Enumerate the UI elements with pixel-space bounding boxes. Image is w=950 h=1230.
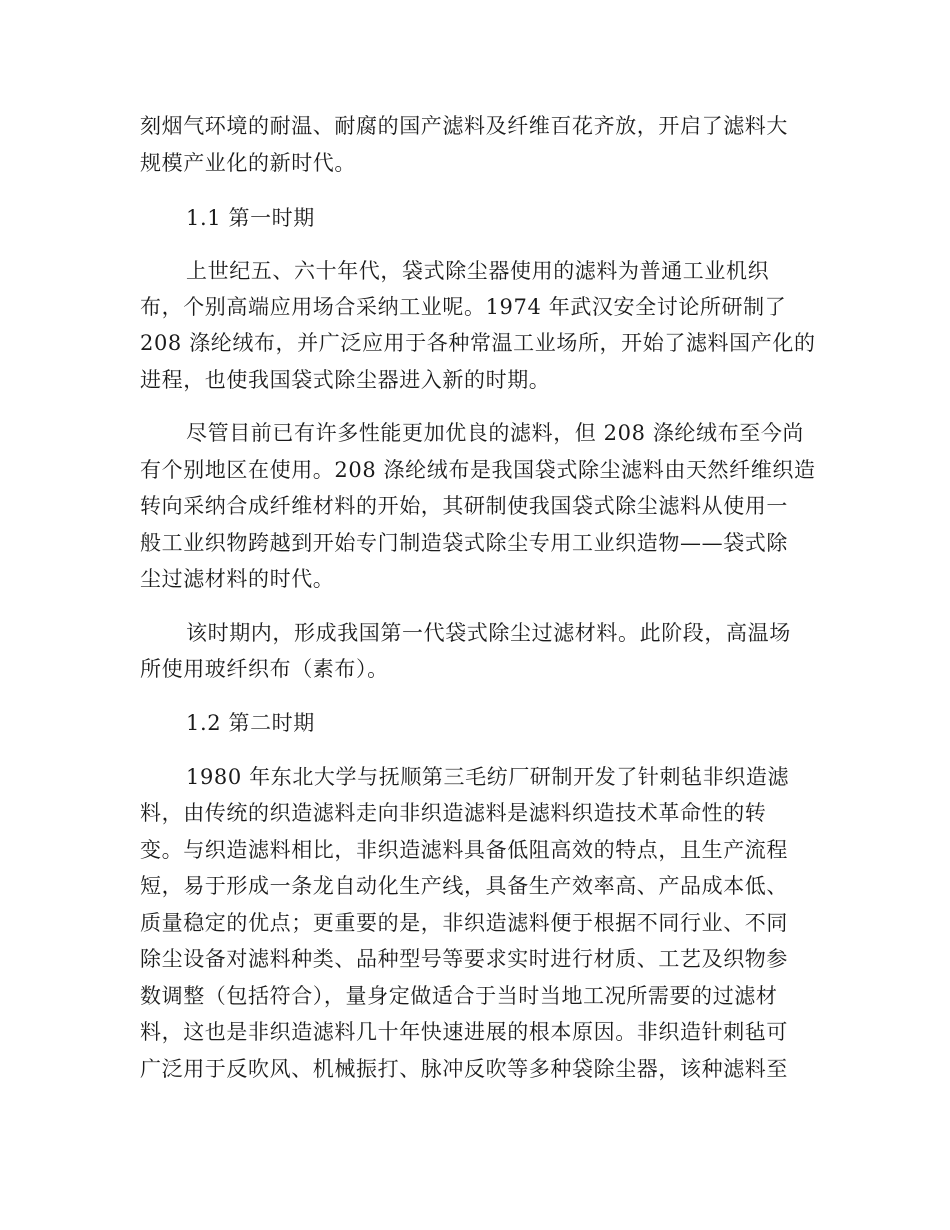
text-line: 该时期内，形成我国第一代袋式除尘过滤材料。此阶段，高温场: [186, 621, 791, 645]
text-line: 除尘设备对滤料种类、品种型号等要求实时进行材质、工艺及织物参: [140, 947, 788, 971]
text-line: 数调整（包括符合），量身定做适合于当时当地工况所需要的过滤材: [140, 984, 778, 1008]
text-line: 208 涤纶绒布，并广泛应用于各种常温工业场所，开始了滤料国产化的: [140, 331, 816, 355]
text-line: 尽管目前已有许多性能更加优良的滤料，但 208 涤纶绒布至今尚: [186, 421, 805, 445]
text-line: 料，这也是非织造滤料几十年快速进展的根本原因。非织造针刺毡可: [140, 1020, 788, 1044]
section-heading: 1.2 第二时期: [186, 711, 315, 735]
text-line: 料，由传统的织造滤料走向非织造滤料是滤料织造技术革命性的转: [140, 801, 767, 825]
text-line: 广泛用于反吹风、机械振打、脉冲反吹等多种袋除尘器，该种滤料至: [140, 1057, 788, 1081]
text-line: 有个别地区在使用。208 涤纶绒布是我国袋式除尘滤料由天然纤维织造: [140, 458, 816, 482]
text-line: 般工业织物跨越到开始专门制造袋式除尘专用工业织造物——袋式除: [140, 531, 788, 555]
text-line: 上世纪五、六十年代，袋式除尘器使用的滤料为普通工业机织: [186, 259, 770, 283]
text-line: 变。与织造滤料相比，非织造滤料具备低阻高效的特点，且生产流程: [140, 838, 788, 862]
text-line: 规模产业化的新时代。: [140, 151, 356, 175]
text-line: 尘过滤材料的时代。: [140, 567, 335, 591]
text-line: 刻烟气环境的耐温、耐腐的国产滤料及纤维百花齐放，开启了滤料大: [140, 114, 788, 138]
text-line: 1980 年东北大学与抚顺第三毛纺厂研制开发了针刺毡非织造滤: [186, 765, 790, 789]
section-heading: 1.1 第一时期: [186, 206, 315, 230]
text-line: 进程，也使我国袋式除尘器进入新的时期。: [140, 368, 551, 392]
text-line: 所使用玻纤织布（素布）。: [140, 657, 389, 681]
text-line: 短，易于形成一条龙自动化生产线，具备生产效率高、产品成本低、: [140, 874, 788, 898]
text-line: 转向采纳合成纤维材料的开始，其研制使我国袋式除尘滤料从使用一: [140, 494, 788, 518]
text-line: 布，个别高端应用场合采纳工业呢。1974 年武汉安全讨论所研制了: [140, 295, 787, 319]
text-line: 质量稳定的优点；更重要的是，非织造滤料便于根据不同行业、不同: [140, 911, 788, 935]
